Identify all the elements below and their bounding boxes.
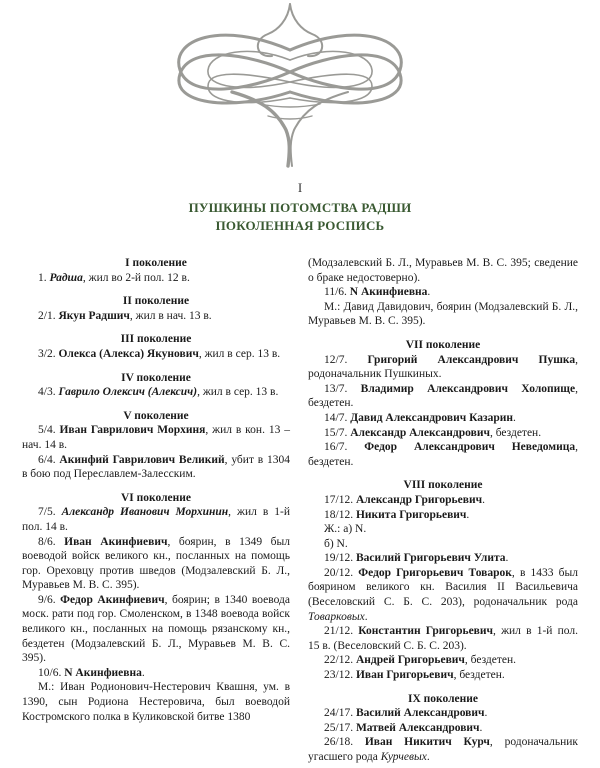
genealogy-entry: 8/6. Иван Акинфиевич, боярин, в 1349 был воеводой войск великого кн., посланных на помощь гор. Ореховцу против шведов (Модзалевский Б. Л., Муравьев М. В. С. 395). (22, 535, 290, 592)
genealogy-entry: 2/1. Якун Радшич, жил в нач. 13 в. (38, 309, 212, 322)
genealogy-entry: 17/12. Александр Григорьевич. (324, 493, 485, 506)
genealogy-entry: 26/18. Иван Никитич Курч, родоначальник угасшего рода Курчевых. (308, 736, 579, 763)
generation-heading: IV поколение (121, 371, 191, 384)
genealogy-entry: 5/4. Иван Гаврилович Морхиня, жил в кон. 13 – нач. 14 в. (22, 424, 290, 451)
left-column (22, 256, 290, 724)
generation-heading: III поколение (120, 333, 192, 346)
section-title-line1: ПУШКИНЫ ПОТОМСТВА РАДШИ (188, 200, 412, 215)
genealogy-entry: 3/2. Олекса (Алекса) Якунович, жил в сер. 13 в. (38, 347, 281, 360)
genealogy-entry: 16/7. Федор Александрович Неведомица, бездетен. (308, 441, 579, 468)
generation-heading: VI поколение (120, 491, 192, 504)
genealogy-entry: 12/7. Григорий Александрович Пушка, родоначальник Пушкиных. (308, 353, 578, 381)
spouse-note: б) N. (324, 537, 348, 550)
calligraphic-ornament (160, 0, 420, 172)
genealogy-entry: 10/6. N Акинфиевна. (38, 666, 145, 679)
genealogy-entry: 7/5. Александр Иванович Морхинин, жил в 1-й пол. 14 в. (22, 506, 290, 533)
genealogy-entry: 15/7. Александр Александрович, бездетен. (324, 426, 542, 439)
genealogy-entry: 20/12. Федор Григорьевич Товарок, в 1433 был боярином великого кн. Василия II Васильевича (Веселовский С. Б. С. 203), родоначальник рода Товарковых. (308, 566, 578, 623)
generation-heading: II поколение (122, 295, 190, 308)
genealogy-entry: 11/6. N Акинфиевна. (324, 286, 431, 299)
generation-heading: VIII поколение (403, 479, 483, 492)
section-title-line2: ПОКОЛЕННАЯ РОСПИСЬ (215, 218, 385, 233)
genealogy-entry: 24/17. Василий Александрович. (324, 707, 488, 720)
genealogy-entry: 1. Радша, жил во 2-й пол. 12 в. (38, 271, 190, 284)
genealogy-entry: 18/12. Никита Григорьевич. (324, 508, 470, 521)
section-number: I (297, 180, 303, 195)
genealogy-entry: 13/7. Владимир Александрович Холопище, бездетен. (308, 382, 578, 410)
genealogy-entry: 14/7. Давид Александрович Казарин. (324, 411, 516, 424)
genealogy-entry: 4/3. Гаврило Олексич (Алексич), жил в сер. 13 в. (38, 386, 279, 399)
spouse-note: М.: Иван Родионович-Нестерович Квашня, ум. в 1390, сын Родиона Нестеровича, был воеводой Костромского полка в Куликовской битве 1380 (22, 681, 290, 723)
genealogy-entry: 9/6. Федор Акинфиевич, боярин; в 1340 воевода моск. рати под гор. Смоленском, в 1348 воевода войск великого кн., посланных на помощь рязанскому кн., бездетен (Модзалевский Б. Л., Муравьев М. В. С. 395). (22, 593, 290, 665)
spouse-note: М.: Давид Давидович, боярин (Модзалевский Б. Л., Муравьев М. В. С. 395). (308, 300, 578, 328)
generation-heading: VII поколение (405, 338, 481, 351)
genealogy-entry: 6/4. Акинфий Гаврилович Великий, убит в 1304 в бою под Переславлем-Залесским. (22, 453, 291, 481)
generation-heading: I поколение (125, 257, 187, 269)
continued-text: (Модзалевский Б. Л., Муравьев М. В. С. 395; сведение о браке недостоверно). (308, 257, 578, 284)
genealogy-entry: 22/12. Андрей Григорьевич, бездетен. (324, 654, 517, 667)
generation-heading: IX поколение (407, 692, 479, 705)
generation-heading: V поколение (123, 409, 189, 422)
genealogy-entry: 25/17. Матвей Александрович. (324, 721, 483, 734)
spouse-note: Ж.: а) N. (324, 523, 367, 536)
genealogy-entry: 21/12. Константин Григорьевич, жил в 1-й пол. 15 в. (Веселовский С. Б. С. 203). (308, 625, 579, 652)
right-column (308, 256, 578, 765)
genealogy-entry: 23/12. Иван Григорьевич, бездетен. (324, 669, 505, 682)
genealogy-entry: 19/12. Василий Григорьевич Улита. (324, 552, 509, 565)
